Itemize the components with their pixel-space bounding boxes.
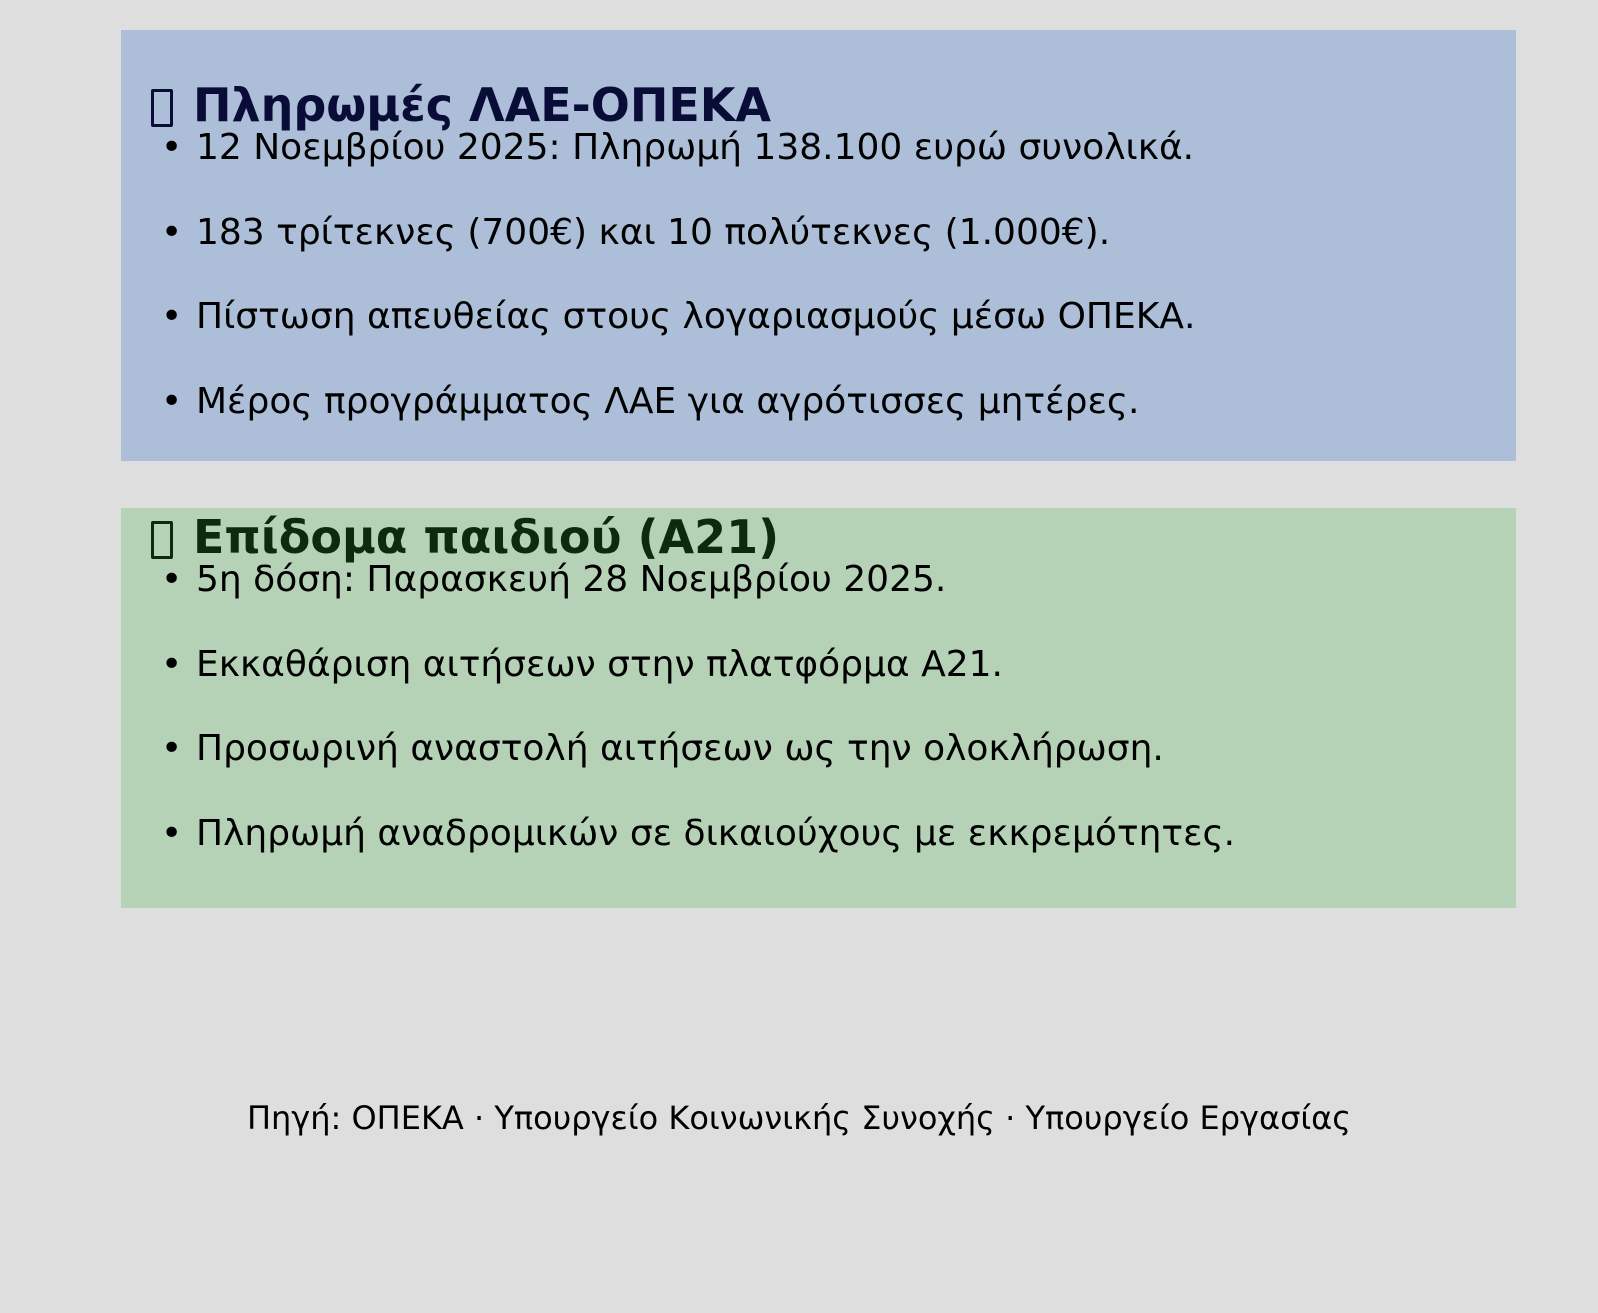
bullet-dot: • [161, 296, 183, 337]
list-item [161, 127, 1496, 215]
bullet-dot: • [161, 211, 183, 253]
bullet-text: Πίστωση απευθείας στους λογαριασμούς μέσω ΟΠΕΚΑ. [196, 296, 1196, 337]
missing-glyph-icon [151, 521, 173, 559]
missing-glyph-icon [151, 89, 173, 127]
list-item [161, 211, 1496, 300]
bullet-dot: • [161, 643, 183, 685]
bullet-text: Πληρωμή αναδρομικών σε δικαιούχους με εκκρεμότητες. [196, 812, 1236, 854]
bullet-text: 12 Νοεμβρίου 2025: Πληρωμή 138.100 ευρώ συνολικά. [196, 127, 1195, 168]
list-item [161, 380, 1496, 469]
bullet-dot: • [161, 559, 183, 600]
bullet-dot: • [161, 812, 183, 854]
list-item [161, 296, 1496, 384]
bullet-text: Εκκαθάριση αιτήσεων στην πλατφόρμα Α21. [196, 643, 1003, 685]
child-benefit-bullet-list [161, 559, 1496, 900]
bullet-text: 5η δόση: Παρασκευή 28 Νοεμβρίου 2025. [196, 559, 947, 600]
bullet-dot: • [161, 728, 183, 769]
lae-opeka-title [151, 78, 771, 132]
list-item [161, 643, 1496, 732]
bullet-text: Προσωρινή αναστολή αιτήσεων ως την ολοκλήρωση. [196, 728, 1164, 769]
bullet-text: 183 τρίτεκνες (700€) και 10 πολύτεκνες (1.000€). [196, 211, 1111, 253]
lae-opeka-title-text: Πληρωμές ΛΑΕ-ΟΠΕΚΑ [193, 78, 771, 132]
child-benefit-card [121, 508, 1516, 908]
child-benefit-title [151, 510, 780, 564]
lae-opeka-payments-card [121, 30, 1516, 461]
source-footer: Πηγή: ΟΠΕΚΑ · Υπουργείο Κοινωνικής Συνοχής · Υπουργείο Εργασίας [246, 1099, 1352, 1137]
bullet-dot: • [161, 380, 183, 422]
child-benefit-title-text: Επίδομα παιδιού (Α21) [193, 510, 780, 564]
bullet-text: Μέρος προγράμματος ΛΑΕ για αγρότισσες μητέρες. [196, 380, 1140, 422]
list-item [161, 728, 1496, 816]
list-item [161, 812, 1496, 901]
list-item [161, 559, 1496, 647]
lae-opeka-bullet-list [161, 127, 1496, 468]
bullet-dot: • [161, 127, 183, 168]
